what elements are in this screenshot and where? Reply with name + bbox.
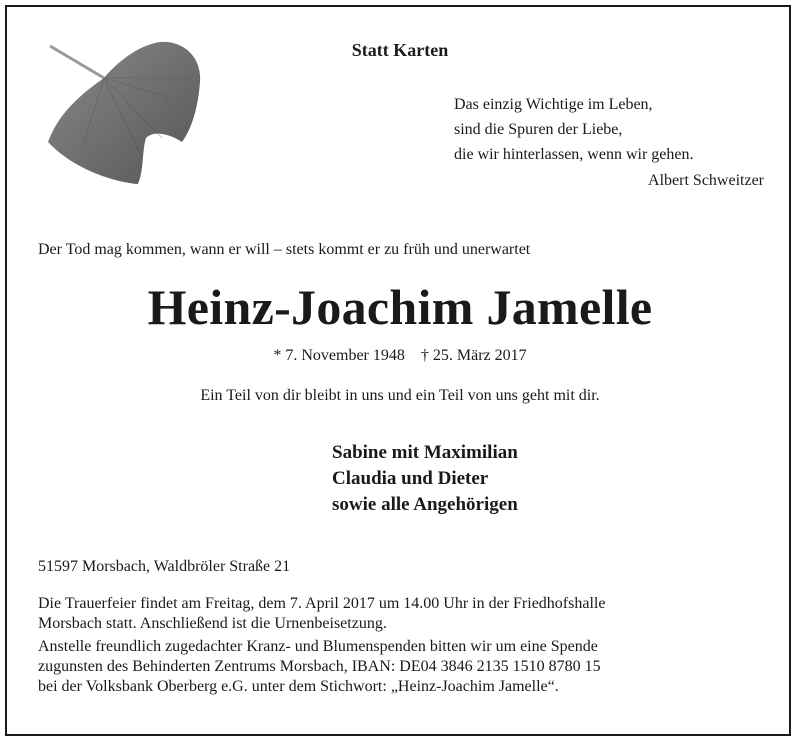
paragraph-line: Die Trauerfeier findet am Freitag, dem 7. April 2017 um 14.00 Uhr in der Friedhofshalle [38, 595, 606, 612]
birth-date: * 7. November 1948 [273, 347, 405, 364]
quote-line: Das einzig Wichtige im Leben, [454, 96, 653, 113]
motto-text: Ein Teil von dir bleibt in uns und ein Teil von uns geht mit dir. [200, 387, 600, 404]
header-title: Statt Karten [351, 40, 449, 60]
donation-paragraph [38, 637, 778, 697]
paragraph-line: bei der Volksbank Oberberg e.G. unter dem Stichwort: „Heinz-Joachim Jamelle“. [38, 678, 559, 695]
mourner: sowie alle Angehörigen [332, 494, 518, 515]
quote [454, 92, 774, 167]
death-date: † 25. März 2017 [420, 347, 527, 364]
paragraph-line: zugunsten des Behinderten Zentrums Morsbach, IBAN: DE04 3846 2135 1510 8780 15 [38, 658, 601, 675]
mourner: Claudia und Dieter [332, 468, 489, 489]
quote-author: Albert Schweitzer [648, 172, 764, 189]
intro-text: Der Tod mag kommen, wann er will – stets kommt er zu früh und unerwartet [38, 241, 531, 258]
quote-line: die wir hinterlassen, wenn wir gehen. [454, 146, 694, 163]
life-dates [0, 347, 800, 365]
paragraph-line: Morsbach statt. Anschließend ist die Urnenbeisetzung. [38, 615, 387, 632]
mourner: Sabine mit Maximilian [332, 442, 518, 463]
address: 51597 Morsbach, Waldbröler Straße 21 [38, 558, 291, 575]
deceased-name: Heinz-Joachim Jamelle [147, 279, 653, 335]
funeral-paragraph [38, 594, 778, 634]
paragraph-line: Anstelle freundlich zugedachter Kranz- und Blumenspenden bitten wir um eine Spende [38, 638, 598, 655]
mourners-list [332, 440, 518, 518]
quote-line: sind die Spuren der Liebe, [454, 121, 623, 138]
